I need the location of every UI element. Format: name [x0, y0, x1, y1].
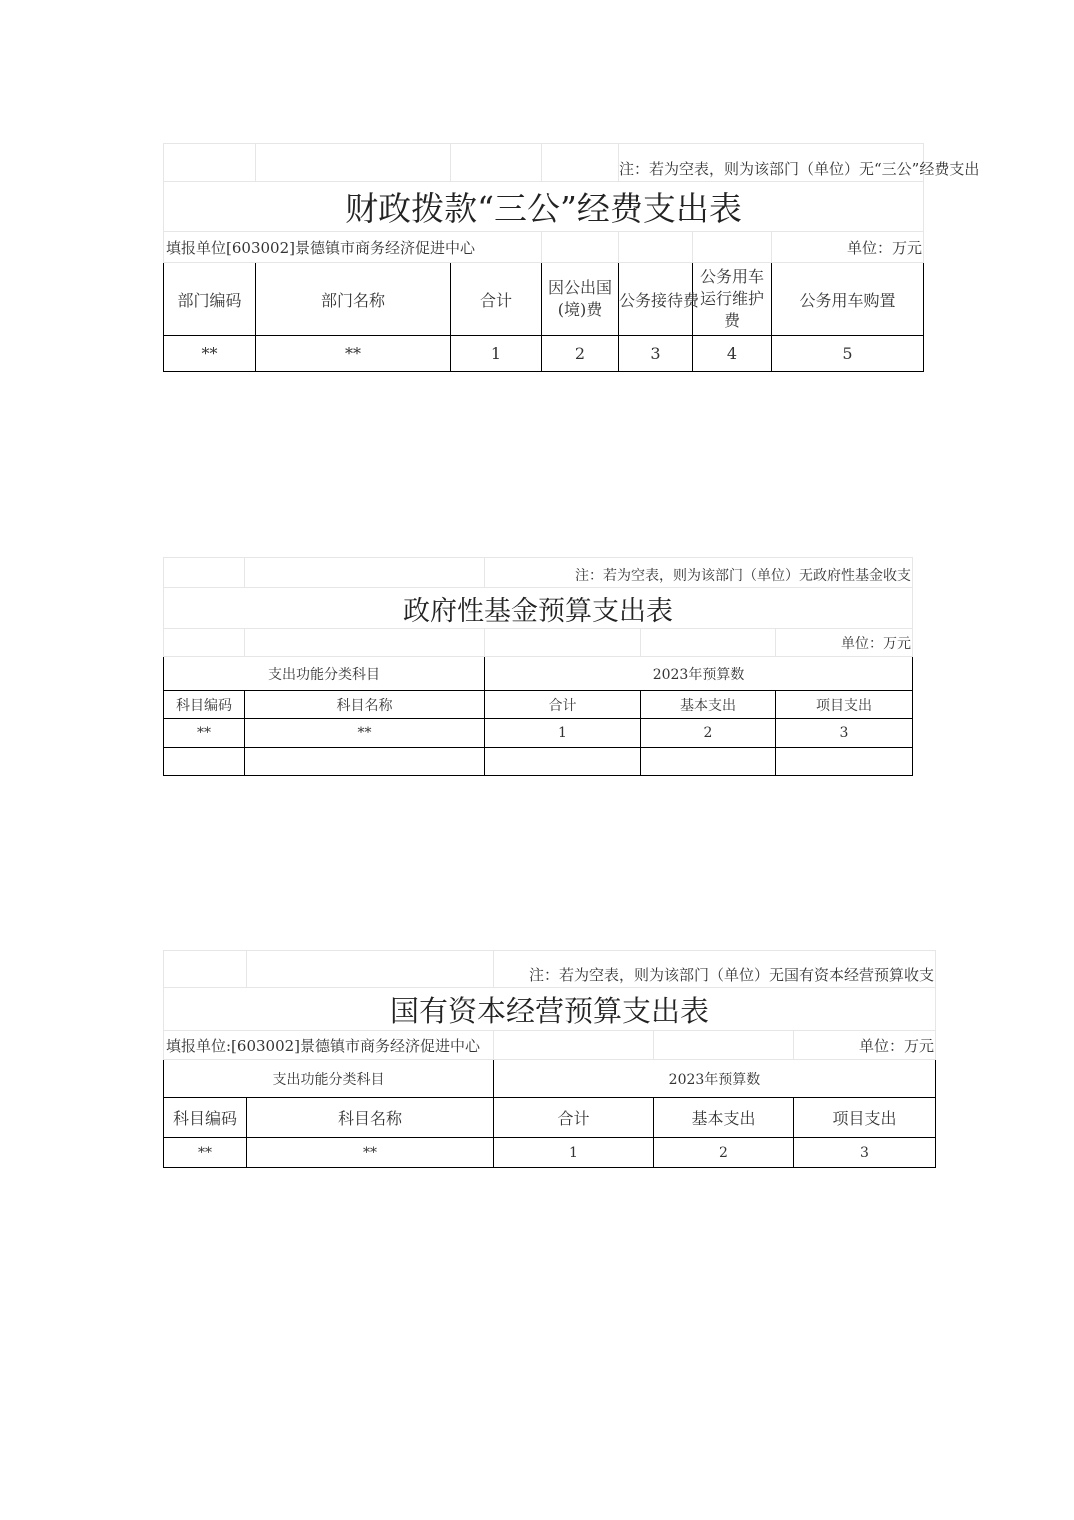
government-fund-expenditure-table [163, 557, 913, 776]
table-cell: ** [245, 719, 485, 748]
table2-title: 政府性基金预算支出表 [164, 588, 913, 629]
table-cell: 5 [772, 336, 924, 372]
table-row [164, 719, 913, 748]
table2-note: 注：若为空表，则为该部门（单位）无政府性基金收支 [485, 558, 913, 588]
table-cell: 2 [641, 719, 776, 748]
table-cell: 3 [794, 1138, 936, 1168]
table-cell: ** [247, 1138, 494, 1168]
table3-header-code: 科目编码 [164, 1098, 247, 1138]
table1-title: 财政拨款“三公”经费支出表 [164, 182, 924, 232]
table2-header-basic: 基本支出 [641, 691, 776, 719]
table-cell: 3 [776, 719, 913, 748]
table1-header-vehicle-purchase: 公务用车购置 [772, 263, 924, 336]
table1-header-reception: 公务接待费 [619, 263, 693, 336]
table3-header-name: 科目名称 [247, 1098, 494, 1138]
table1-header-dept-name: 部门名称 [256, 263, 451, 336]
table2-group-budget: 2023年预算数 [485, 657, 913, 691]
table-row [164, 336, 924, 372]
table1-unit: 单位：万元 [772, 232, 924, 263]
state-capital-expenditure-table [163, 950, 936, 1168]
table-cell: 1 [451, 336, 542, 372]
table2-group-function-class: 支出功能分类科目 [164, 657, 485, 691]
table-cell: 1 [485, 719, 641, 748]
table2-header-code: 科目编码 [164, 691, 245, 719]
table2-header-project: 项目支出 [776, 691, 913, 719]
table-cell: ** [164, 336, 256, 372]
table-row [164, 1138, 936, 1168]
table-cell: ** [256, 336, 451, 372]
table2-unit: 单位：万元 [776, 629, 913, 657]
table-cell: ** [164, 1138, 247, 1168]
table-cell: ** [164, 719, 245, 748]
table1-header-vehicle-maintenance: 公务用车运行维护费 [693, 263, 772, 336]
table-cell: 4 [693, 336, 772, 372]
table3-header-total: 合计 [494, 1098, 654, 1138]
table1-note: 注：若为空表，则为该部门（单位）无“三公”经费支出 [619, 144, 924, 182]
table3-unit: 单位：万元 [794, 1031, 936, 1060]
table-cell: 2 [542, 336, 619, 372]
table1-header-abroad: 因公出国(境)费 [542, 263, 619, 336]
table3-group-function-class: 支出功能分类科目 [164, 1060, 494, 1098]
table1-fill-unit: 填报单位[603002]景德镇市商务经济促进中心 [164, 232, 542, 263]
table1-header-total: 合计 [451, 263, 542, 336]
table3-fill-unit: 填报单位:[603002]景德镇市商务经济促进中心 [164, 1031, 494, 1060]
table3-group-budget: 2023年预算数 [494, 1060, 936, 1098]
table-cell: 1 [494, 1138, 654, 1168]
table3-header-project: 项目支出 [794, 1098, 936, 1138]
table3-note: 注：若为空表，则为该部门（单位）无国有资本经营预算收支 [494, 951, 936, 988]
three-public-expenses-table [163, 143, 980, 372]
table2-header-total: 合计 [485, 691, 641, 719]
table-row [164, 748, 913, 776]
table3-header-basic: 基本支出 [654, 1098, 794, 1138]
table-cell: 3 [619, 336, 693, 372]
table-cell: 2 [654, 1138, 794, 1168]
table3-title: 国有资本经营预算支出表 [164, 988, 936, 1031]
table2-header-name: 科目名称 [245, 691, 485, 719]
table1-header-dept-code: 部门编码 [164, 263, 256, 336]
